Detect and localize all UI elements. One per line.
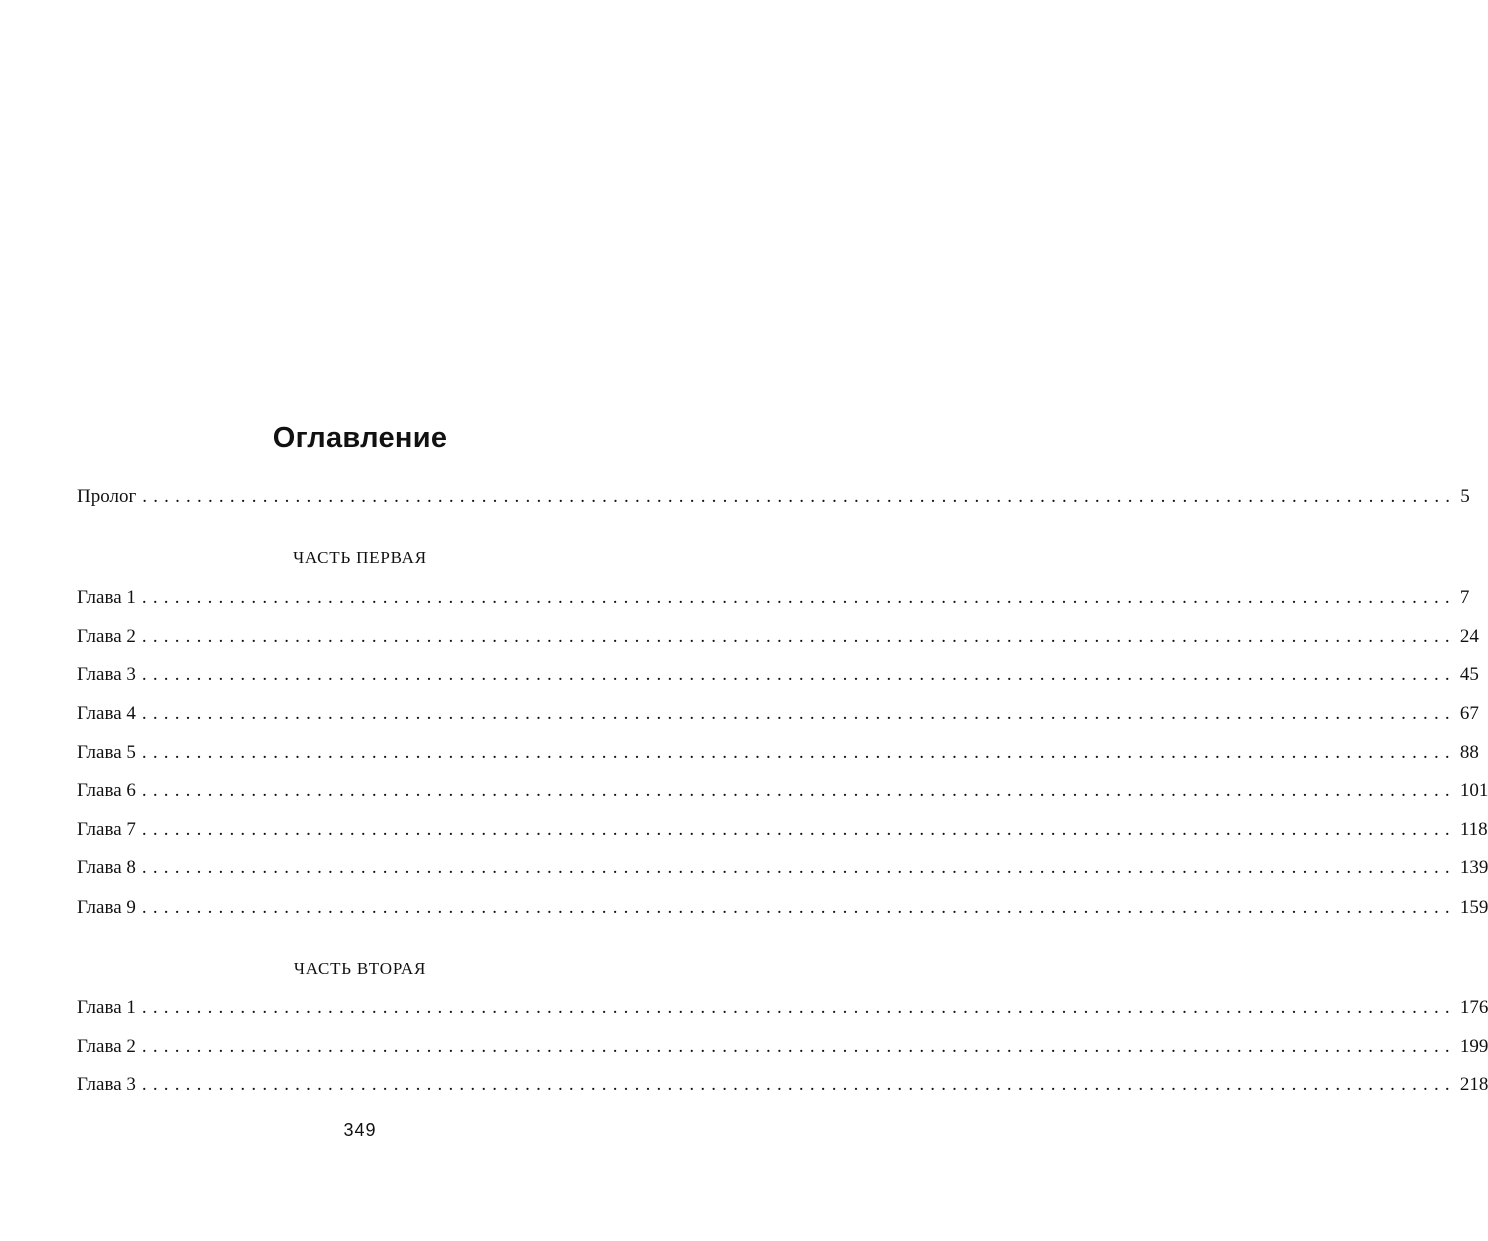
- toc-entry-label: Глава 7: [77, 819, 136, 840]
- toc-entry-label: Глава 9: [77, 897, 136, 918]
- dot-leader: ........................................................................................................................: [142, 486, 1457, 507]
- toc-entry-page: 159: [1459, 897, 1488, 918]
- dot-leader: ........................................................................................................................: [141, 664, 1456, 685]
- dot-leader: ........................................................................................................................: [141, 819, 1456, 840]
- dot-leader: ........................................................................................................................: [141, 703, 1456, 724]
- toc-entry-label: Глава 2: [77, 1036, 136, 1057]
- toc-entry-chapter: [77, 855, 1488, 881]
- toc-entry-label: Глава 8: [77, 857, 136, 878]
- toc-entry-label: Глава 1: [77, 587, 136, 608]
- toc-entry-label: Глава 1: [77, 997, 136, 1018]
- toc-entry-chapter: [77, 1072, 1488, 1098]
- toc-entry-page: 199: [1459, 1036, 1488, 1057]
- toc-entry-page: 139: [1459, 857, 1488, 878]
- page-number: 349: [343, 1120, 377, 1140]
- toc-entry-page: 24: [1459, 626, 1479, 647]
- toc-entry-label: Глава 3: [77, 1074, 136, 1095]
- toc-title: Оглавление: [272, 422, 448, 454]
- toc-entry-page: 101: [1459, 780, 1488, 801]
- toc-entry-prologue: [77, 484, 1470, 510]
- toc-entry-page: 7: [1459, 587, 1470, 608]
- dot-leader: ........................................................................................................................: [141, 857, 1456, 878]
- toc-entry-chapter: [77, 585, 1470, 611]
- toc-entry-chapter: [77, 624, 1479, 650]
- toc-entry-label: Глава 4: [77, 703, 136, 724]
- toc-entry-chapter: [77, 1034, 1488, 1060]
- toc-entry-chapter: [77, 817, 1488, 843]
- part-heading-2: ЧАСТЬ ВТОРАЯ: [293, 959, 427, 978]
- toc-entry-page: 45: [1459, 664, 1479, 685]
- toc-entry-chapter: [77, 895, 1488, 921]
- dot-leader: ........................................................................................................................: [141, 626, 1456, 647]
- toc-entry-chapter: [77, 701, 1479, 727]
- toc-entry-chapter: [77, 995, 1488, 1021]
- toc-entry-label: Пролог: [77, 486, 137, 507]
- toc-entry-chapter: [77, 778, 1488, 804]
- toc-entry-label: Глава 2: [77, 626, 136, 647]
- dot-leader: ........................................................................................................................: [141, 780, 1456, 801]
- dot-leader: ........................................................................................................................: [141, 897, 1456, 918]
- toc-entry-page: 5: [1460, 486, 1470, 507]
- dot-leader: ........................................................................................................................: [141, 1036, 1456, 1057]
- toc-entry-label: Глава 3: [77, 664, 136, 685]
- dot-leader: ........................................................................................................................: [141, 742, 1456, 763]
- dot-leader: ........................................................................................................................: [141, 997, 1456, 1018]
- toc-entry-chapter: [77, 662, 1479, 688]
- toc-entry-page: 118: [1459, 819, 1488, 840]
- toc-entry-page: 176: [1459, 997, 1488, 1018]
- dot-leader: ........................................................................................................................: [141, 587, 1456, 608]
- toc-entry-chapter: [77, 740, 1479, 766]
- toc-entry-label: Глава 6: [77, 780, 136, 801]
- toc-entry-page: 218: [1459, 1074, 1488, 1095]
- part-heading-1: ЧАСТЬ ПЕРВАЯ: [293, 548, 427, 567]
- dot-leader: ........................................................................................................................: [141, 1074, 1456, 1095]
- toc-entry-page: 88: [1459, 742, 1479, 763]
- toc-entry-label: Глава 5: [77, 742, 136, 763]
- toc-entry-page: 67: [1459, 703, 1479, 724]
